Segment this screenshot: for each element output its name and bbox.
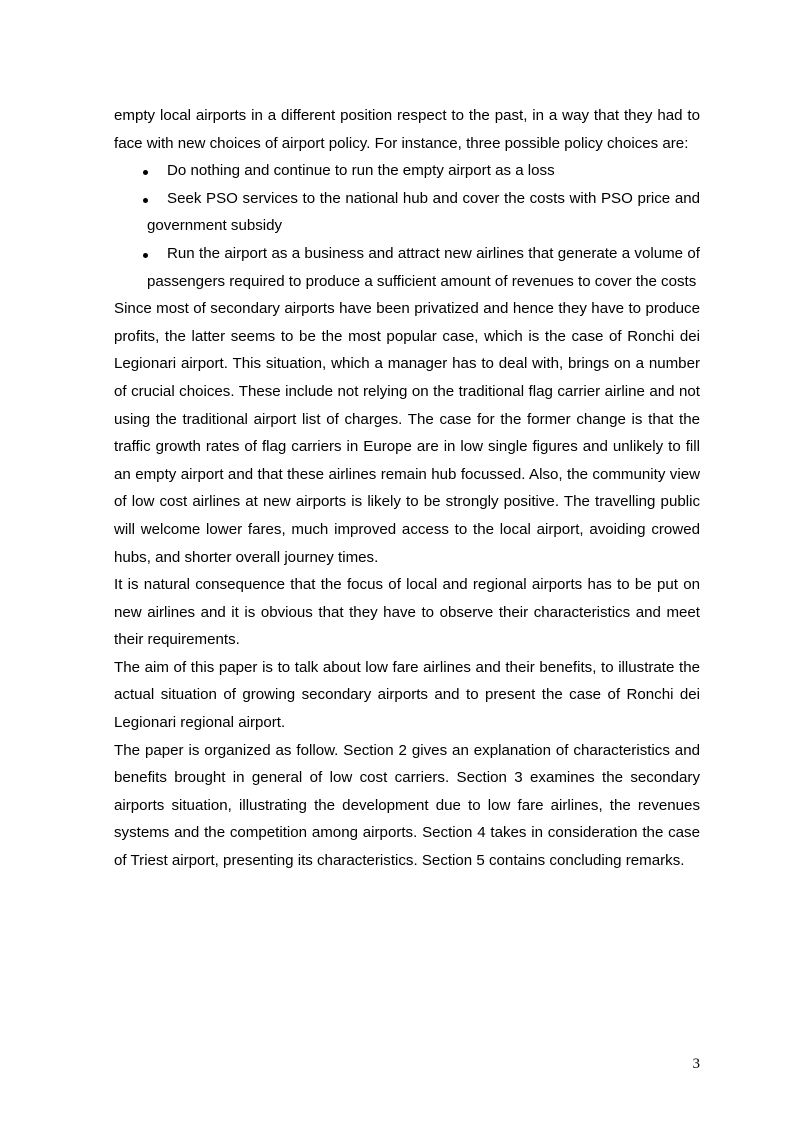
policy-choices-list — [114, 157, 700, 295]
bullet-icon — [143, 253, 148, 258]
list-item — [114, 240, 700, 295]
bullet-icon — [143, 170, 148, 175]
list-item-text: Run the airport as a business and attract new airlines that generate a volume of passengers required to produce a sufficient amount of revenues to cover the costs — [147, 244, 700, 290]
body-paragraph: Since most of secondary airports have been privatized and hence they have to produce profits, the latter seems to be the most popular case, which is the case of Ronchi dei Legionari airport. This situation, which a manager has to deal with, brings on a number of crucial choices. These include not relying on the traditional flag carrier airline and not using the traditional airport list of charges. The case for the former change is that the traffic growth rates of flag carriers in Europe are in low single figures and unlikely to fill an empty airport and that these airlines remain hub focussed. Also, the community view of low cost airlines at new airports is likely to be strongly positive. The travelling public will welcome lower fares, much improved access to the local airport, avoiding crowed hubs, and shorter overall journey times. — [114, 300, 700, 566]
body-paragraph: The aim of this paper is to talk about low fare airlines and their benefits, to illustrate the actual situation of growing secondary airports and to present the case of Ronchi dei Legionari regional airport. — [114, 658, 700, 732]
list-item-text: Do nothing and continue to run the empty airport as a loss — [167, 162, 555, 180]
body-text — [114, 102, 700, 875]
page-number: 3 — [692, 1056, 700, 1072]
intro-paragraph: empty local airports in a different position respect to the past, in a way that they had to face with new choices of airport policy. For instance, three possible policy choices are: — [114, 107, 700, 152]
list-item-text: Seek PSO services to the national hub and cover the costs with PSO price and government subsidy — [147, 189, 700, 235]
list-item — [114, 157, 700, 185]
body-paragraph: It is natural consequence that the focus of local and regional airports has to be put on new airlines and it is obvious that they have to observe their characteristics and meet their requirements. — [114, 576, 700, 649]
bullet-icon — [143, 198, 148, 203]
body-paragraph: The paper is organized as follow. Section 2 gives an explanation of characteristics and benefits brought in general of low cost carriers. Section 3 examines the secondary airports situation, illustrating the development due to low fare airlines, the revenues systems and the competition among airports. Section 4 takes in consideration the case of Triest airport, presenting its characteristics. Section 5 contains concluding remarks. — [114, 741, 700, 870]
list-item — [114, 185, 700, 240]
